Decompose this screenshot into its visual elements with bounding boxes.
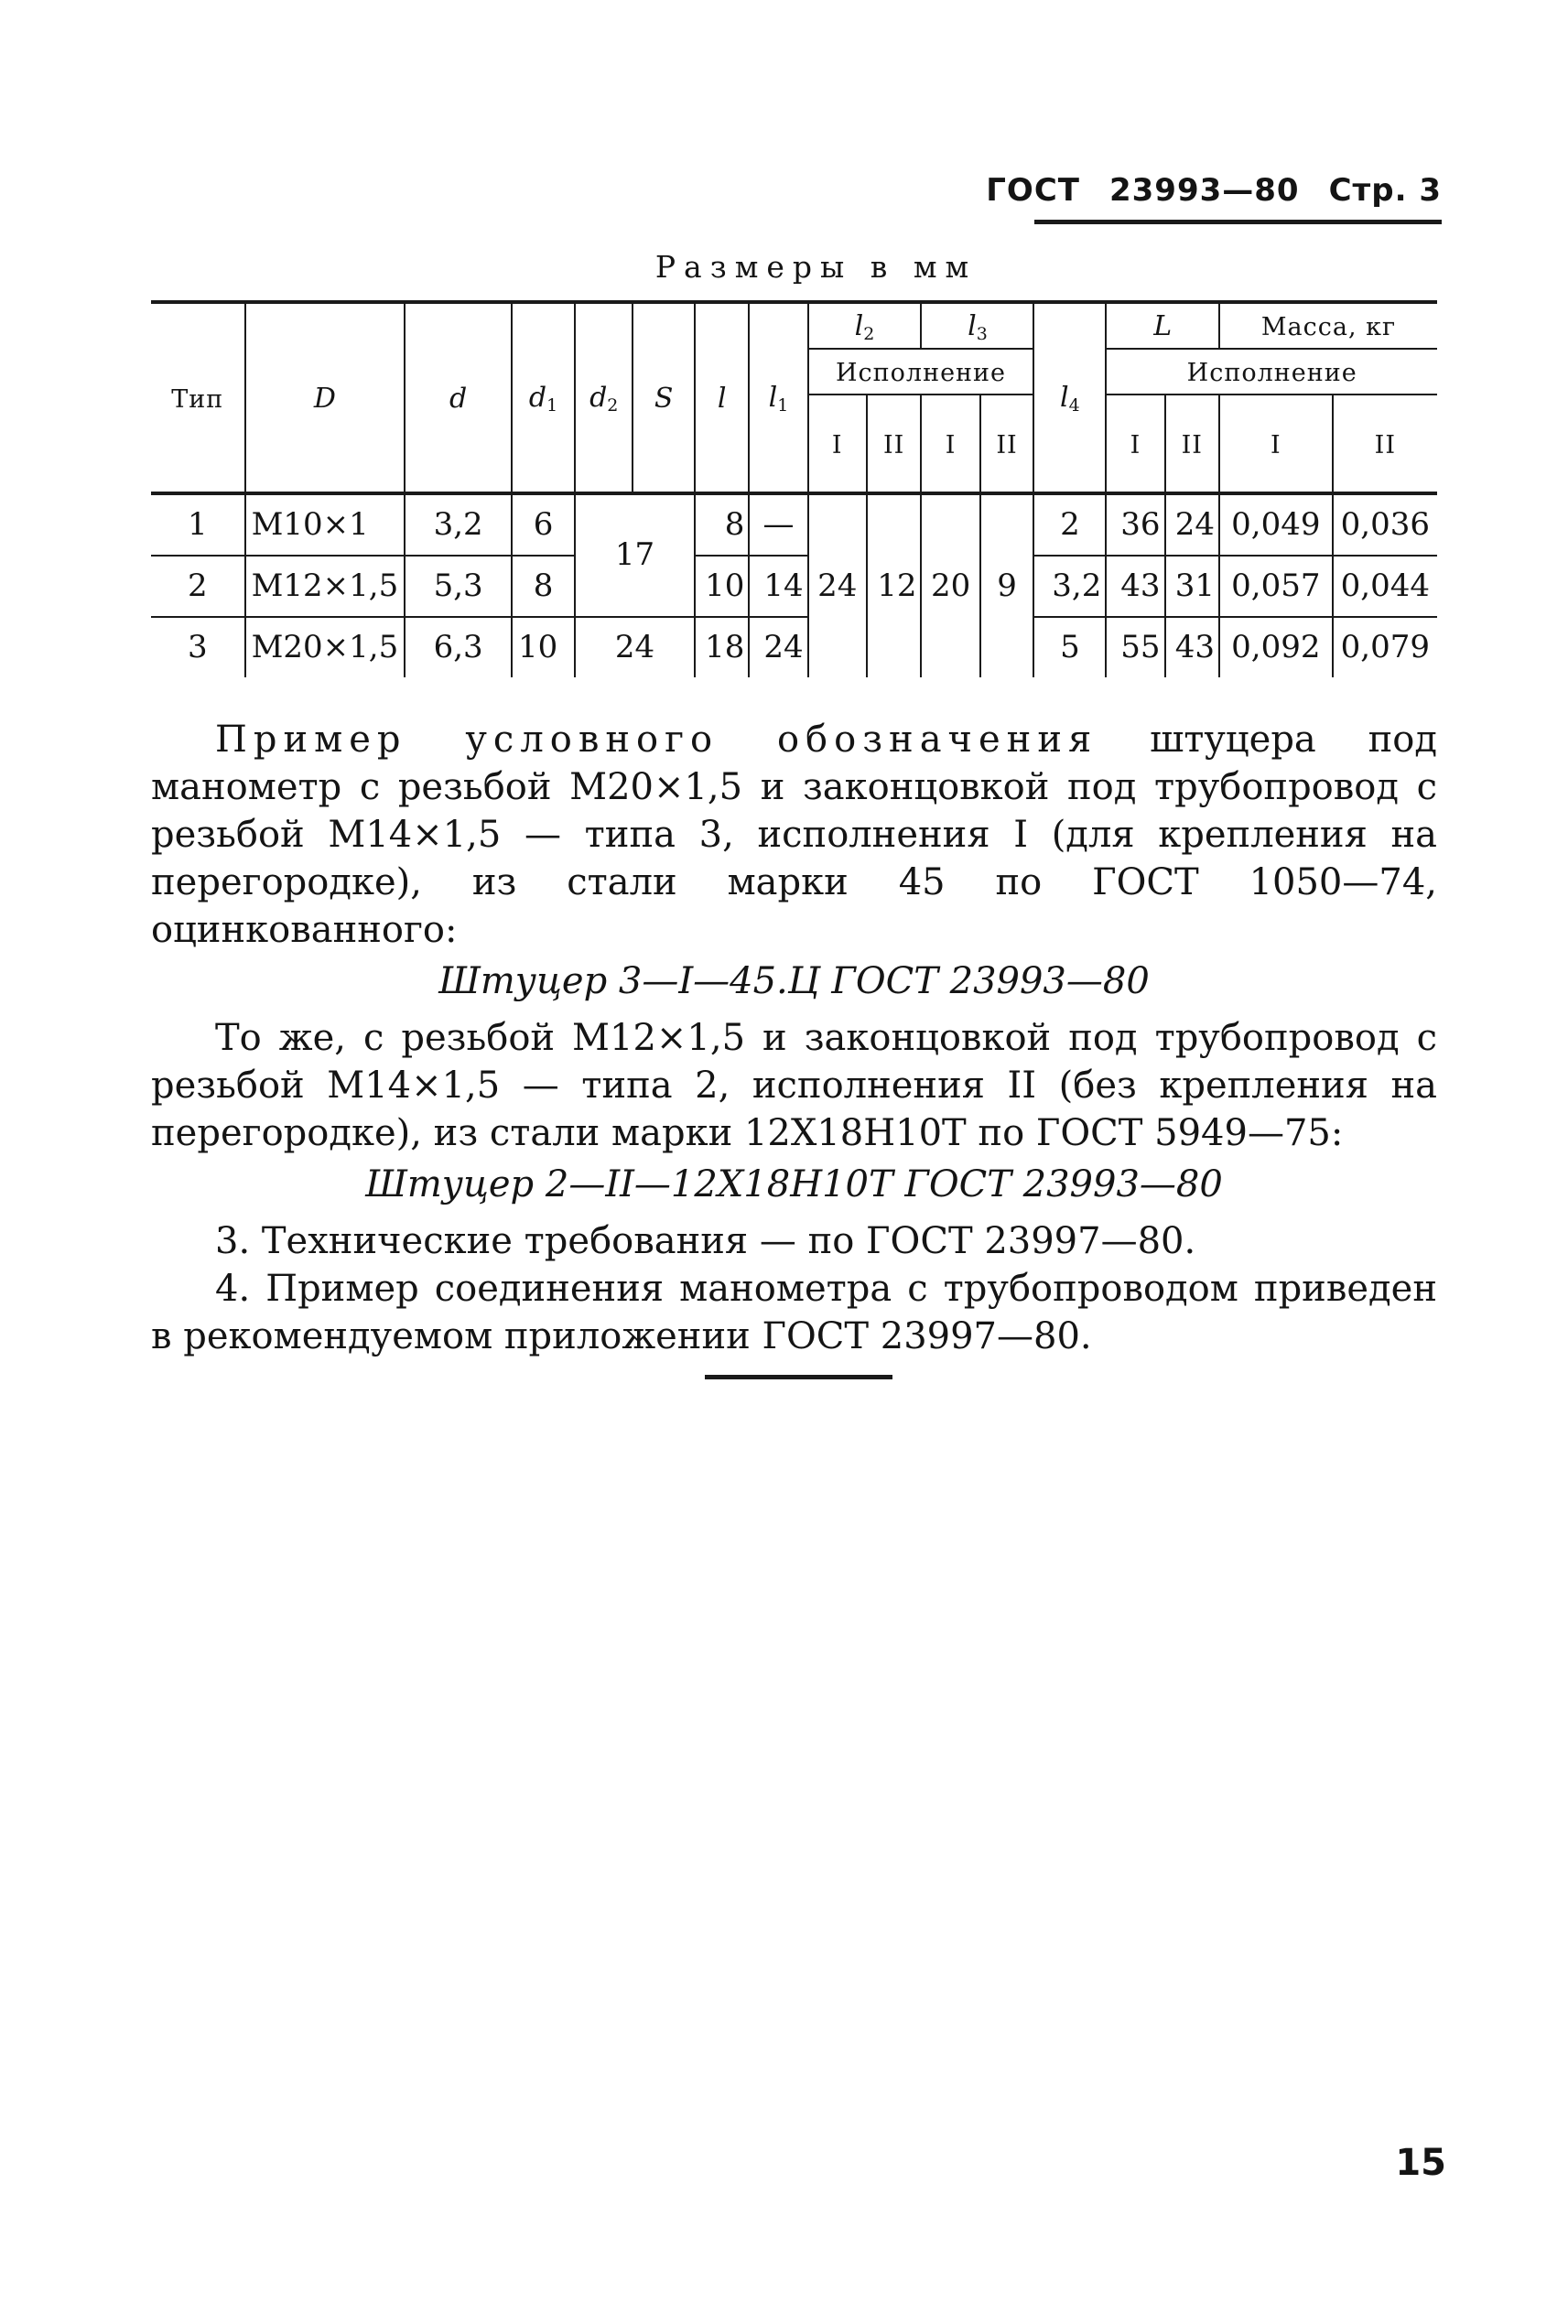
exec-L-II: II	[1165, 395, 1219, 493]
table-row	[151, 493, 1437, 556]
table-row	[151, 556, 1437, 617]
header-mass: Масса, кг	[1219, 302, 1437, 349]
body-text	[151, 716, 1437, 1360]
header-standard: ГОСТ	[986, 172, 1080, 209]
header-l1: $l_1$	[749, 302, 807, 493]
header-l: l	[695, 302, 749, 493]
cell-d1: 6	[512, 493, 575, 556]
cell-d2-S-shared: 17	[575, 493, 695, 617]
cell-l: 18	[695, 617, 749, 677]
cell-mass-I: 0,092	[1219, 617, 1333, 677]
header-rule	[1034, 220, 1442, 224]
exec-mass-II: II	[1333, 395, 1437, 493]
header-L: L	[1106, 302, 1219, 349]
cell-type: 1	[151, 493, 245, 556]
header-S: S	[633, 302, 695, 493]
cell-d: 5,3	[405, 556, 512, 617]
page-header	[986, 172, 1442, 209]
designation-formula-1: Штуцер 3—I—45.Ц ГОСТ 23993—80	[438, 960, 1150, 1002]
paragraph-example-1	[151, 716, 1437, 954]
cell-l1: —	[749, 493, 807, 556]
header-page-label: Стр. 3	[1328, 172, 1442, 209]
cell-l4: 2	[1033, 493, 1106, 556]
exec-l3-I: I	[921, 395, 979, 493]
cell-l1: 14	[749, 556, 807, 617]
exec-mass-I: I	[1219, 395, 1333, 493]
header-d1: $d_1$	[512, 302, 575, 493]
cell-l3-I-shared: 20	[921, 493, 979, 677]
dimensions-table	[151, 300, 1437, 677]
cell-l4: 5	[1033, 617, 1106, 677]
cell-d1: 8	[512, 556, 575, 617]
paragraph-example-2: То же, с резьбой М12×1,5 и законцовкой под трубопровод с резьбой М14×1,5 — типа 2, исполнения II (без крепления на перегородке), из стали марки 12Х18Н10Т по ГОСТ 5949—75:	[151, 1017, 1437, 1154]
cell-L-II: 43	[1165, 617, 1219, 677]
cell-l1: 24	[749, 617, 807, 677]
cell-l: 10	[695, 556, 749, 617]
cell-D: M20×1,5	[245, 617, 406, 677]
cell-l2-II-shared: 12	[867, 493, 922, 677]
header-execution-l: Исполнение	[808, 349, 1034, 395]
cell-L-I: 43	[1106, 556, 1164, 617]
header-type: Тип	[171, 384, 224, 414]
cell-L-I: 55	[1106, 617, 1164, 677]
header-execution-L: Исполнение	[1106, 349, 1437, 395]
cell-mass-II: 0,044	[1333, 556, 1437, 617]
cell-mass-II: 0,036	[1333, 493, 1437, 556]
page-number: 15	[1395, 2142, 1446, 2184]
cell-l4: 3,2	[1033, 556, 1106, 617]
cell-L-II: 31	[1165, 556, 1219, 617]
header-number: 23993—80	[1108, 172, 1300, 209]
cell-L-II: 24	[1165, 493, 1219, 556]
cell-mass-II: 0,079	[1333, 617, 1437, 677]
item-4: 4. Пример соединения манометра с трубопроводом приведен в рекомендуемом приложении ГОСТ 23997—80.	[151, 1268, 1437, 1357]
cell-D: M10×1	[245, 493, 406, 556]
header-d2: $d_2$	[575, 302, 633, 493]
exec-l2-I: I	[808, 395, 867, 493]
cell-d1: 10	[512, 617, 575, 677]
table-row	[151, 617, 1437, 677]
header-l4: $l_4$	[1033, 302, 1106, 493]
example-heading: Пример условного обозначения	[215, 719, 1098, 761]
header-l2: $l_2$	[808, 302, 922, 349]
cell-d: 6,3	[405, 617, 512, 677]
item-3: 3. Технические требования — по ГОСТ 23997—80.	[215, 1220, 1196, 1262]
cell-L-I: 36	[1106, 493, 1164, 556]
cell-l3-II-shared: 9	[980, 493, 1034, 677]
designation-formula-2: Штуцер 2—II—12Х18Н10Т ГОСТ 23993—80	[365, 1163, 1223, 1205]
header-D: D	[245, 302, 406, 493]
example-1-text: штуцера под манометр с резьбой М20×1,5 и законцовкой под трубопровод с резьбой М14×1,5 — типа 3, исполнения I (для крепления на перегородке), из стали марки 45 по ГОСТ 1050—74, оцинкованного:	[151, 719, 1437, 951]
header-l3: $l_3$	[921, 302, 1033, 349]
exec-l2-II: II	[867, 395, 922, 493]
cell-l: 8	[695, 493, 749, 556]
cell-type: 2	[151, 556, 245, 617]
table-caption: Размеры в мм	[654, 249, 978, 285]
exec-L-I: I	[1106, 395, 1164, 493]
cell-d: 3,2	[405, 493, 512, 556]
cell-D: M12×1,5	[245, 556, 406, 617]
cell-mass-I: 0,057	[1219, 556, 1333, 617]
cell-type: 3	[187, 628, 208, 665]
header-d: d	[405, 302, 512, 493]
cell-d2-S: 24	[575, 617, 695, 677]
end-rule	[705, 1375, 892, 1379]
exec-l3-II: II	[980, 395, 1034, 493]
cell-mass-I: 0,049	[1219, 493, 1333, 556]
cell-l2-I-shared: 24	[808, 493, 867, 677]
